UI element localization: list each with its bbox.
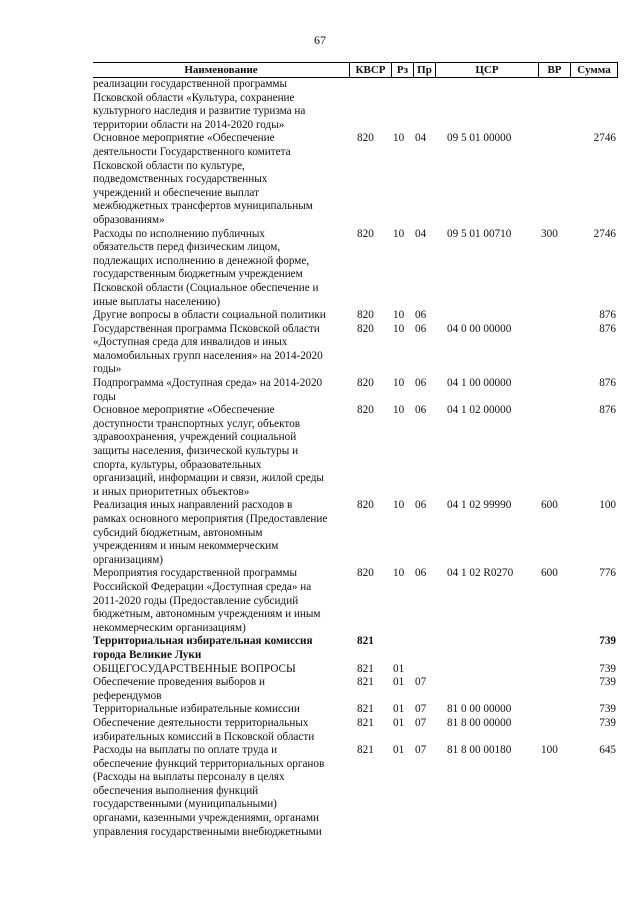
cell-rz: 01	[393, 662, 405, 675]
table-row	[93, 703, 618, 717]
cell-name: Обеспечение деятельности территориальных избирательных комиссий в Псковской области	[93, 716, 315, 743]
cell-kvsr: 820	[357, 567, 374, 580]
cell-kvsr: 821	[357, 676, 374, 689]
cell-pr: 07	[415, 716, 427, 729]
table-row	[93, 228, 618, 310]
header-kvsr: КВСР	[349, 63, 391, 77]
cell-csr: 04 1 02 R0270	[447, 567, 514, 580]
cell-rz: 01	[393, 744, 405, 757]
table-row	[93, 404, 618, 499]
cell-name: Расходы на выплаты по оплате труда и обеспечение функций территориальных органов (Расходы на выплаты персоналу в целях обеспечения выполнения функций государственными (муниципальными) органами, казенными учреждениями, органами управления государственными внебюджетными	[93, 744, 325, 838]
table-row	[93, 567, 618, 635]
cell-kvsr: 821	[357, 716, 374, 729]
cell-pr: 06	[415, 309, 427, 322]
cell-rz: 10	[393, 132, 405, 145]
cell-sum: 645	[599, 744, 616, 757]
cell-vr: 600	[541, 567, 558, 580]
cell-name: Основное мероприятие «Обеспечение доступности транспортных услуг, объектов здравоохранения, учреждений социальной защиты населения, физической культуры и спорта, культуры, образовательных организаций, информации и связи, жилой среды и иных приоритетных объектов»	[93, 404, 324, 498]
cell-sum: 739	[599, 716, 616, 729]
cell-name: Обеспечение проведения выборов и референдумов	[93, 676, 265, 702]
cell-csr: 81 8 00 00180	[447, 744, 512, 757]
cell-sum: 876	[599, 404, 616, 417]
cell-rz: 01	[393, 716, 405, 729]
table-row	[93, 717, 618, 744]
cell-rz: 10	[393, 499, 405, 512]
header-name: Наименование	[184, 64, 258, 76]
cell-kvsr: 821	[357, 703, 374, 716]
cell-kvsr: 820	[357, 227, 374, 240]
page-number: 67	[314, 33, 326, 47]
cell-name: Территориальные избирательные комиссии	[93, 703, 300, 716]
cell-vr: 300	[541, 227, 558, 240]
cell-rz: 10	[393, 227, 405, 240]
cell-kvsr: 820	[357, 322, 374, 335]
cell-kvsr: 821	[357, 662, 374, 675]
cell-pr: 06	[415, 377, 427, 390]
cell-csr: 81 8 00 00000	[447, 716, 512, 729]
cell-pr: 06	[415, 567, 427, 580]
table-row	[93, 744, 618, 839]
cell-pr: 04	[415, 227, 427, 240]
cell-rz: 10	[393, 322, 405, 335]
cell-csr: 04 1 02 00000	[447, 404, 512, 417]
table-row	[93, 499, 618, 567]
cell-name: реализации государственной программы Псковской области «Культура, сохранение культурного наследия и развитие туризма на территории области на 2014-2020 годы»	[93, 78, 306, 131]
header-vr: ВР	[538, 63, 570, 77]
header-rz: Рз	[391, 63, 413, 77]
cell-rz: 01	[393, 676, 405, 689]
cell-name: Территориальная избирательная комиссия города Великие Луки	[93, 635, 313, 661]
cell-rz: 01	[393, 703, 405, 716]
cell-vr: 600	[541, 499, 558, 512]
table-body	[93, 78, 618, 839]
cell-kvsr: 820	[357, 132, 374, 145]
cell-pr: 07	[415, 676, 427, 689]
cell-kvsr: 821	[357, 635, 374, 648]
cell-kvsr: 820	[357, 309, 374, 322]
cell-sum: 739	[599, 676, 616, 689]
cell-sum: 876	[599, 377, 616, 390]
cell-kvsr: 820	[357, 404, 374, 417]
cell-csr: 81 0 00 00000	[447, 703, 512, 716]
cell-kvsr: 821	[357, 744, 374, 757]
table-row	[93, 132, 618, 227]
cell-kvsr: 820	[357, 499, 374, 512]
table-row	[93, 635, 618, 662]
cell-csr: 04 0 00 00000	[447, 322, 512, 335]
cell-pr: 07	[415, 703, 427, 716]
cell-sum: 739	[599, 635, 616, 648]
cell-name: Мероприятия государственной программы Российской Федерации «Доступная среда» на 2011-2020 годы (Предоставление субсидий бюджетным, автономным учреждениям и иным некоммерческим организациям)	[93, 567, 321, 634]
cell-name: Другие вопросы в области социальной политики	[93, 309, 326, 322]
cell-pr: 06	[415, 322, 427, 335]
cell-name: Государственная программа Псковской области «Доступная среда для инвалидов и иных маломобильных групп населения» на 2014-2020 годы»	[93, 322, 323, 376]
cell-sum: 876	[599, 309, 616, 322]
cell-sum: 2746	[593, 227, 616, 240]
cell-csr: 04 1 02 99990	[447, 499, 512, 512]
cell-sum: 876	[599, 322, 616, 335]
cell-rz: 10	[393, 309, 405, 322]
cell-vr: 100	[541, 744, 558, 757]
cell-csr: 09 5 01 00710	[447, 227, 512, 240]
header-pr: Пр	[413, 63, 435, 77]
cell-rz: 10	[393, 377, 405, 390]
cell-rz: 10	[393, 567, 405, 580]
cell-pr: 07	[415, 744, 427, 757]
table-row	[93, 323, 618, 377]
table-row	[93, 309, 618, 323]
table-row	[93, 377, 618, 404]
table-row	[93, 676, 618, 703]
cell-name: Подпрограмма «Доступная среда» на 2014-2020 годы	[93, 377, 323, 403]
cell-rz: 10	[393, 404, 405, 417]
cell-csr: 04 1 00 00000	[447, 377, 512, 390]
cell-name: ОБЩЕГОСУДАРСТВЕННЫЕ ВОПРОСЫ	[93, 662, 296, 675]
cell-csr: 09 5 01 00000	[447, 132, 512, 145]
cell-name: Расходы по исполнению публичных обязательств перед физическим лицом, подлежащих исполнению в денежной форме, государственным бюджетным учреждением Псковской области (Социальное обеспечение и иные выплаты населению)	[93, 227, 319, 308]
table-row	[93, 663, 618, 677]
cell-pr: 06	[415, 499, 427, 512]
table-header	[93, 62, 618, 78]
cell-sum: 739	[599, 662, 616, 675]
cell-sum: 2746	[593, 132, 616, 145]
cell-sum: 739	[599, 703, 616, 716]
cell-kvsr: 820	[357, 377, 374, 390]
cell-pr: 06	[415, 404, 427, 417]
budget-table	[93, 62, 618, 839]
header-csr: ЦСР	[435, 63, 538, 77]
cell-name: Основное мероприятие «Обеспечение деятельности Государственного комитета Псковской области по культуре, подведомственных государственных учреждений и обеспечение выплат межбюджетных трансфертов муниципальным образованиям»	[93, 132, 313, 226]
cell-pr: 04	[415, 132, 427, 145]
table-row	[93, 78, 618, 132]
cell-sum: 100	[599, 499, 616, 512]
cell-name: Реализация иных направлений расходов в рамках основного мероприятия (Предоставление субсидий бюджетным, автономным учреждениям и иным некоммерческим организациям)	[93, 499, 328, 566]
cell-sum: 776	[599, 567, 616, 580]
header-sum: Сумма	[570, 63, 618, 77]
